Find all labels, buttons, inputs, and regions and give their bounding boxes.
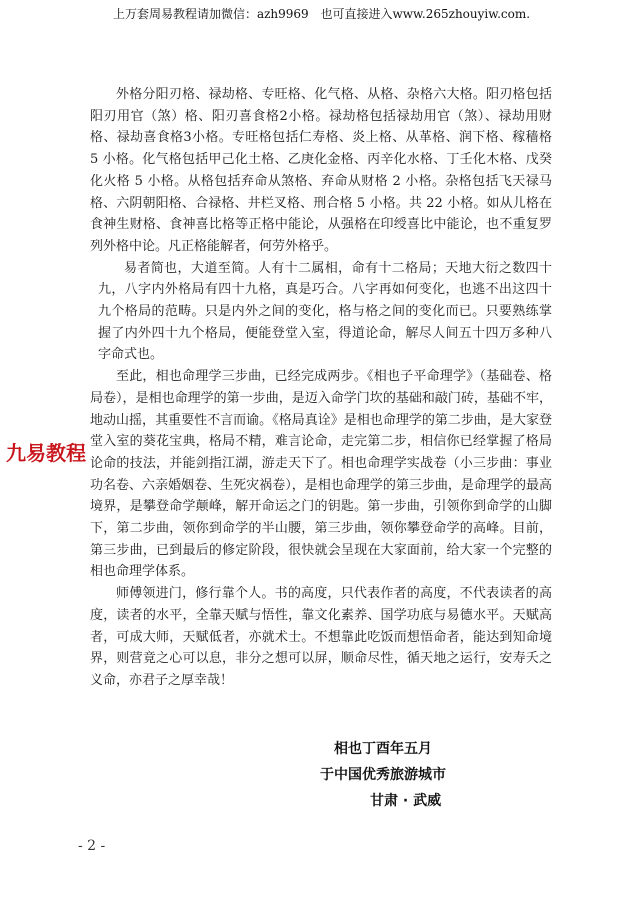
- page-header: [0, 6, 643, 22]
- watermark-logo-text: 九易教程: [6, 441, 86, 465]
- signature-location: 于中国优秀旅游城市: [320, 767, 446, 783]
- signature-block: [320, 736, 446, 814]
- signature-date: 相也丁酉年五月: [334, 741, 432, 757]
- header-website-text: 也可直接进入www.265zhouyiw.com.: [320, 7, 531, 21]
- paragraph-three-steps: 至此，相也命理学三步曲，已经完成两步。《相也子平命理学》（基础卷、格局卷），是相也命理学的第一步曲，是迈入命学门坎的基础和敲门砖，基础不牢，地动山摇，其重要性不言而谕。《格局真诠》是相也命理学的第二步曲，是大家登堂入室的葵花宝典，格局不精，难言论命，走完第二步，相信你已经掌握了格局论命的技法，并能剑指江湖，游走天下了。相也命理学实战卷（小三步曲：事业功名卷、六亲婚姻卷、生死灾祸卷），是相也命理学的第三步曲，是命理学的最高境界，是攀登命学颠峰，解开命运之门的钥匙。第一步曲，引领你到命学的山脚下，第二步曲，领你到命学的半山腰，第三步曲，领你攀登命学的高峰。目前，第三步曲，已到最后的修定阶段，很快就会呈现在大家面前，给大家一个完整的相也命理学体系。: [90, 369, 552, 580]
- header-promo-text: 上万套周易教程请加微信：azh9969: [112, 7, 309, 21]
- document-body: [90, 84, 552, 692]
- paragraph-outer-patterns: 外格分阳刃格、禄劫格、专旺格、化气格、从格、杂格六大格。阳刃格包括阳刃用官（煞）格、阳刃喜食格2小格。禄劫格包括禄劫用官（煞）、禄劫用财格、禄劫喜食格3小格。专旺格包括仁寿格、炎上格、从革格、润下格、稼穑格 5 小格。化气格包括甲己化土格、乙庚化金格、丙辛化水格、丁壬化木格、戊癸化火格 5 小格。从格包括弃命从煞格、弃命从财格 2 小格。杂格包括飞天禄马格、六阴朝阳格、合禄格、井栏叉格、刑合格 5 小格。共 22 小格。如从儿格在食神生财格、食神喜比格等正格中能论，从强格在印绶喜比中能论，也不重复罗列外格中论。凡正格能解者，何劳外格乎。: [90, 87, 552, 254]
- paragraph-master-guidance: 师傅领进门，修行靠个人。书的高度，只代表作者的高度，不代表读者的高度，读者的水平，全靠天赋与悟性，靠文化素养、国学功底与易德水平。天赋高者，可成大师，天赋低者，亦就术士。不想靠此吃饭而想悟命者，能达到知命境界，则营竟之心可以息，非分之想可以屏，顺命尽性，循天地之运行，安寿夭之义命，亦君子之厚幸哉！: [90, 586, 552, 688]
- signature-city: 甘肃 · 武威: [370, 793, 442, 809]
- paragraph-simplicity: 易者简也，大道至简。人有十二属相，命有十二格局；天地大衍之数四十九，八字内外格局有四十九格，真是巧合。八字再如何变化，也逃不出这四十九个格局的范畴。只是内外之间的变化，格与格之间的变化而已。只要熟练掌握了内外四十九个格局，便能登堂入室，得道论命，解尽人间五十四万多种八字命式也。: [98, 260, 552, 363]
- page-number: - 2 -: [78, 838, 106, 854]
